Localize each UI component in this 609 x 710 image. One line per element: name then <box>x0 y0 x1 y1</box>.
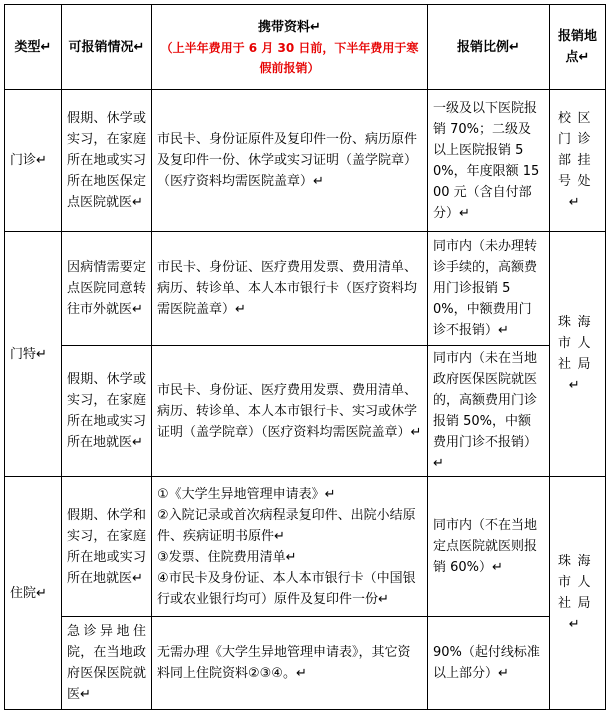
type-outpatient: 门诊↵ <box>5 90 62 232</box>
condition-outpatient: 假期、休学或实习，在家庭所在地或实习所在地医保定点医院就医↵ <box>62 90 152 232</box>
header-row <box>5 5 606 90</box>
materials-emergency: 无需办理《大学生异地管理申请表》，其它资料同上住院资料②③④。↵ <box>152 617 428 710</box>
materials-special-local: 市民卡、身份证、医疗费用发票、费用清单、病历、转诊单、本人本市银行卡、实习或休学证明（盖学院章）（医疗资料均需医院盖章）↵ <box>152 346 428 477</box>
type-inpatient: 住院↵ <box>5 477 62 710</box>
header-type: 类型↵ <box>5 5 62 90</box>
condition-inpatient: 假期、休学和实习，在家庭所在地或实习所在地就医↵ <box>62 477 152 617</box>
materials-special-transfer: 市民卡、身份证、医疗费用发票、费用清单、病历、转诊单、本人本市银行卡（医疗资料均需医院盖章）↵ <box>152 232 428 346</box>
materials-item-3: ③发票、住院费用清单 <box>157 549 286 565</box>
location-outpatient: 校区门诊部挂号处↵ <box>550 90 606 232</box>
condition-special-transfer: 因病情需要定点医院同意转往市外就医↵ <box>62 232 152 346</box>
header-ratio: 报销比例↵ <box>428 5 550 90</box>
ratio-inpatient: 同市内（不在当地定点医院就医则报销 60%）↵ <box>428 477 550 617</box>
reimbursement-table <box>4 4 606 710</box>
materials-deadline-note: （上半年费用于 6 月 30 日前，下半年费用于寒假前报销） <box>160 40 419 75</box>
condition-special-local: 假期、休学或实习，在家庭所在地或实习所在地就医↵ <box>62 346 152 477</box>
table-row-emergency <box>5 617 606 710</box>
materials-item-4: ④市民卡及身份证、本人本市银行卡（中国银行或农业银行均可）原件及复印件一份 <box>157 570 416 607</box>
table-row-special-local <box>5 346 606 477</box>
materials-item-2: ②入院记录或首次病程录复印件、出院小结原件、疾病证明书原件 <box>157 507 416 544</box>
location-inpatient: 珠海市人社局↵ <box>550 477 606 710</box>
type-special: 门特↵ <box>5 232 62 477</box>
header-location: 报销地点↵ <box>550 5 606 90</box>
materials-item-1: ①《大学生异地管理申请表》 <box>157 486 325 502</box>
location-special: 珠海市人社局↵ <box>550 232 606 477</box>
materials-inpatient: ①《大学生异地管理申请表》↵ ②入院记录或首次病程录复印件、出院小结原件、疾病证明书原件↵ ③发票、住院费用清单↵ ④市民卡及身份证、本人本市银行卡（中国银行或农业银行均可）原件及复印件一份↵ <box>152 477 428 617</box>
ratio-outpatient: 一级及以下医院报销 70%；二级及以上医院报销 50%，年度限额 1500 元（含自付部分）↵ <box>428 90 550 232</box>
header-materials <box>152 5 428 90</box>
table-row-outpatient <box>5 90 606 232</box>
ratio-special-local: 同市内（未在当地政府医保医院就医的，高额费用门诊报销 50%，中额费用门诊不报销）↵ <box>428 346 550 477</box>
ratio-emergency: 90%（起付线标准以上部分）↵ <box>428 617 550 710</box>
table-row-special-transfer <box>5 232 606 346</box>
condition-emergency: 急诊异地住院，在当地政府医保医院就医↵ <box>62 617 152 710</box>
header-conditions: 可报销情况↵ <box>62 5 152 90</box>
materials-outpatient: 市民卡、身份证原件及复印件一份、病历原件及复印件一份、休学或实习证明（盖学院章）（医疗资料均需医院盖章）↵ <box>152 90 428 232</box>
ratio-special-transfer: 同市内（未办理转诊手续的，高额费用门诊报销 50%，中额费用门诊不报销）↵ <box>428 232 550 346</box>
materials-title: 携带资料↵ <box>258 19 321 35</box>
table-row-inpatient <box>5 477 606 617</box>
